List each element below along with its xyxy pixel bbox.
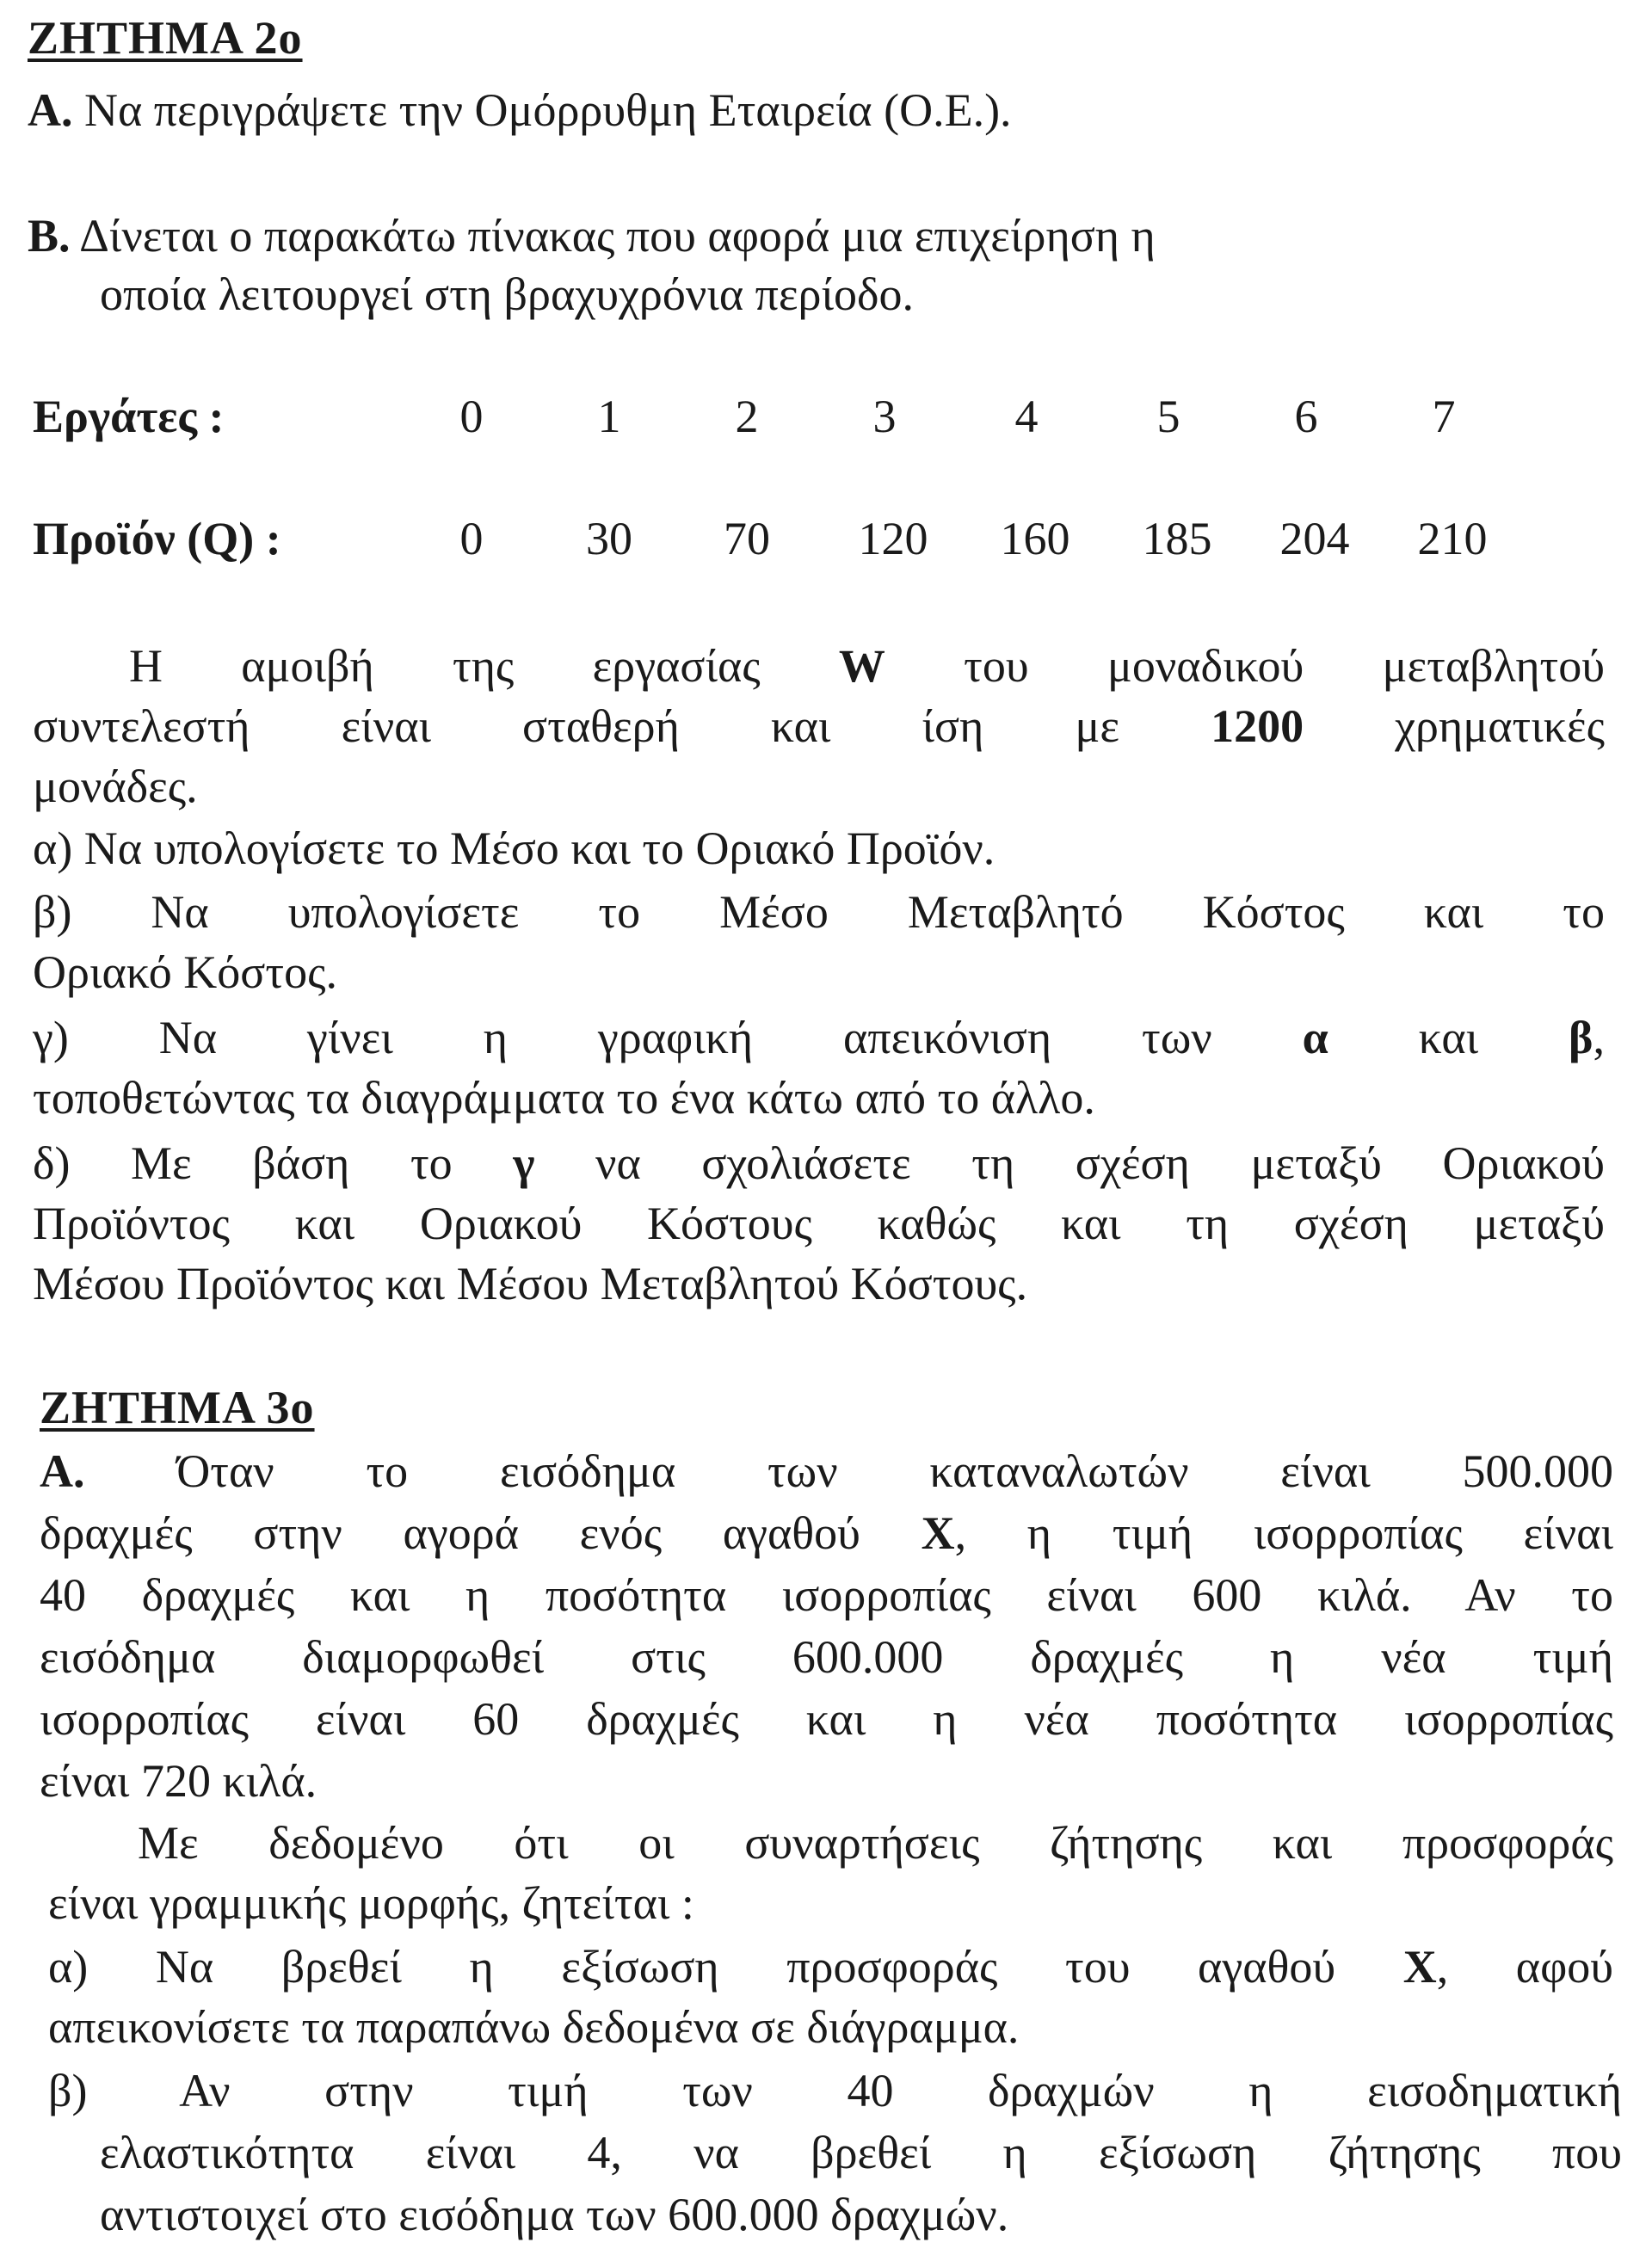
issue-2-part-a xyxy=(28,79,1012,141)
question-2c-line-2: τοποθετώντας τα διαγράμματα το ένα κάτω από το άλλο. xyxy=(33,1072,1095,1124)
issue-2-part-b-line-1: Β. Δίνεται ο παρακάτω πίνακας που αφορά μια επιχείρηση η xyxy=(28,210,1156,262)
issue-3-part-a-line-5: ισορροπίας είναι 60 δραχμές και η νέα ποσότητα ισορροπίας xyxy=(40,1693,1613,1745)
issue-3-part-a-line-3: 40 δραχμές και η ποσότητα ισορροπίας είναι 600 κιλά. Αν το xyxy=(40,1569,1613,1621)
issue-3-heading: ΖΗΤΗΜΑ 3ο xyxy=(40,1382,315,1433)
workers-cell: 2 xyxy=(735,391,759,442)
output-cell: 210 xyxy=(1417,513,1488,564)
question-2a: α) Να υπολογίσετε το Μέσο και το Οριακό Προϊόν. xyxy=(33,822,996,874)
workers-cell: 6 xyxy=(1294,391,1318,442)
output-label: Προϊόν (Q) : xyxy=(33,513,281,564)
question-3b-line-3: αντιστοιχεί στο εισόδημα των 600.000 δραχμών. xyxy=(100,2189,1009,2240)
workers-cell: 0 xyxy=(459,391,484,442)
wage-line-2: συντελεστή είναι σταθερή και ίση με 1200 χρηματικές xyxy=(33,700,1605,752)
question-3b-line-1: β) Αν στην τιμή των 40 δραχμών η εισοδηματική xyxy=(48,2065,1622,2116)
question-2d-line-1: δ) Με βάση το γ να σχολιάσετε τη σχέση μεταξύ Οριακού xyxy=(33,1137,1605,1189)
output-cell: 120 xyxy=(858,513,928,564)
question-3a-line-2: απεικονίσετε τα παραπάνω δεδομένα σε διάγραμμα. xyxy=(48,2001,1020,2053)
workers-label: Εργάτες : xyxy=(33,391,225,442)
output-cell: 185 xyxy=(1142,513,1212,564)
issue-3-given-line-2: είναι γραμμικής μορφής, ζητείται : xyxy=(48,1877,694,1929)
workers-cell: 1 xyxy=(597,391,621,442)
issue-3-part-a-line-1: Α. Όταν το εισόδημα των καταναλωτών είναι 500.000 xyxy=(40,1445,1614,1497)
output-cell: 160 xyxy=(1000,513,1070,564)
question-2c-line-1: γ) Να γίνει η γραφική απεικόνιση των α και β, xyxy=(33,1012,1605,1063)
question-2d-line-2: Προϊόντος και Οριακού Κόστους καθώς και τη σχέση μεταξύ xyxy=(33,1198,1605,1249)
output-cell: 204 xyxy=(1279,513,1350,564)
question-2b-line-1: β) Να υπολογίσετε το Μέσο Μεταβλητό Κόστος και το xyxy=(33,886,1605,938)
question-3b-line-2: ελαστικότητα είναι 4, να βρεθεί η εξίσωση ζήτησης που xyxy=(100,2127,1622,2178)
issue-3-given-line-1: Με δεδομένο ότι οι συναρτήσεις ζήτησης και προσφοράς xyxy=(138,1817,1613,1869)
issue-3-part-a-line-2: δραχμές στην αγορά ενός αγαθού Χ, η τιμή ισορροπίας είναι xyxy=(40,1507,1613,1559)
output-cell: 30 xyxy=(586,513,632,564)
workers-row xyxy=(33,385,1495,447)
workers-cell: 3 xyxy=(872,391,897,442)
question-3a-line-1: α) Να βρεθεί η εξίσωση προσφοράς του αγαθού Χ, αφού xyxy=(48,1941,1614,1993)
question-2d-line-3: Μέσου Προϊόντος και Μέσου Μεταβλητού Κόστους. xyxy=(33,1258,1028,1309)
issue-3-part-a-line-6: είναι 720 κιλά. xyxy=(40,1755,317,1807)
wage-line-1: Η αμοιβή της εργασίας W του μοναδικού μεταβλητού xyxy=(129,640,1605,692)
workers-cell: 5 xyxy=(1156,391,1180,442)
workers-cell: 7 xyxy=(1432,391,1456,442)
issue-2-heading: ΖΗΤΗΜΑ 2ο xyxy=(28,12,303,64)
part-a-label: Α. xyxy=(40,1445,85,1497)
output-cell: 70 xyxy=(724,513,770,564)
output-row xyxy=(33,508,1495,570)
part-b-label: Β. xyxy=(28,210,71,262)
question-2b-line-2: Οριακό Κόστος. xyxy=(33,946,337,998)
issue-2-part-b-line-2: οποία λειτουργεί στη βραχυχρόνια περίοδο. xyxy=(100,268,914,320)
issue-3-part-a-line-4: εισόδημα διαμορφωθεί στις 600.000 δραχμές η νέα τιμή xyxy=(40,1631,1613,1683)
part-a-label: Α. xyxy=(28,84,73,136)
output-cell: 0 xyxy=(459,513,484,564)
workers-cell: 4 xyxy=(1014,391,1039,442)
part-a-text: Να περιγράψετε την Ομόρρυθμη Εταιρεία (Ο.Ε.). xyxy=(84,84,1012,136)
wage-line-3: μονάδες. xyxy=(33,761,198,812)
